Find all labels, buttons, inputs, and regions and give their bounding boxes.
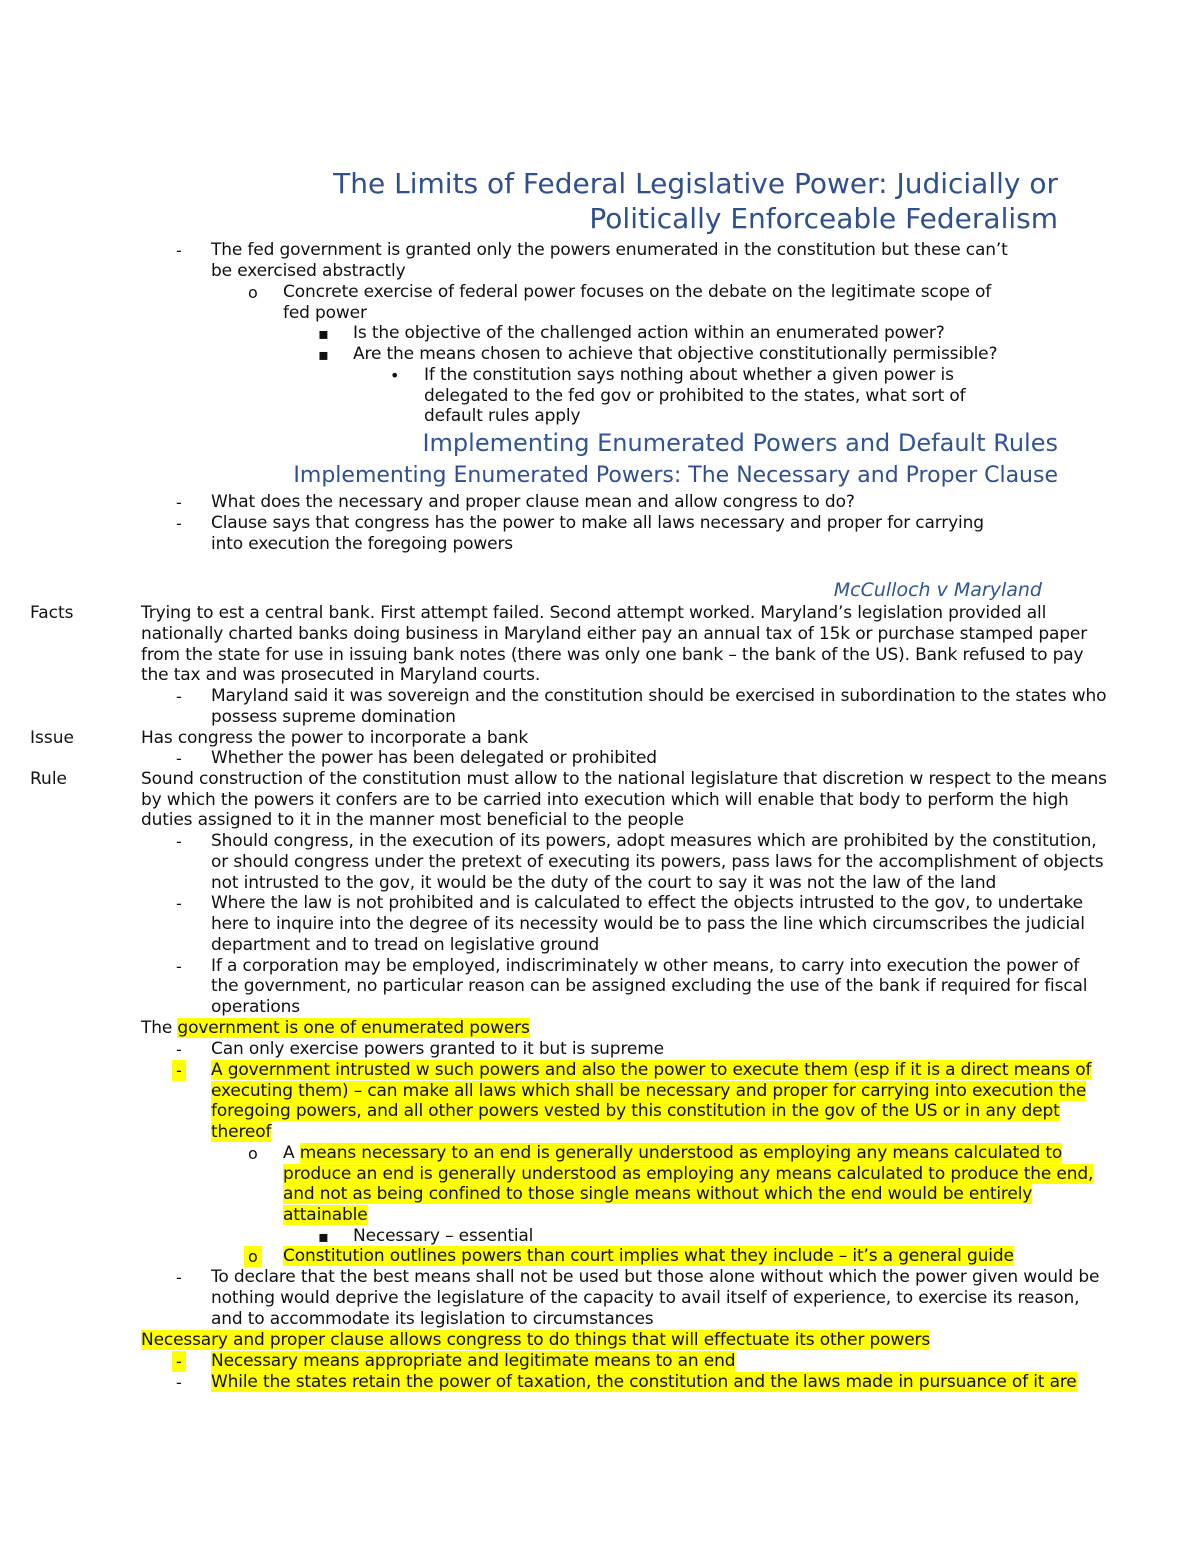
highlighted-text: foregoing powers, and all other powers vested by this constitution in the gov of the US or in any dept bbox=[211, 1101, 1060, 1121]
np2-line bbox=[141, 1330, 930, 1351]
rule-bullet-line: If a corporation may be employed, indiscriminately w other means, to carry into execution the power of bbox=[211, 956, 1080, 976]
dash-bullet: - bbox=[176, 687, 182, 706]
text-prefix: A bbox=[283, 1143, 300, 1163]
intro-sub-line: Concrete exercise of federal power focuses on the debate on the legitimate scope of bbox=[283, 282, 992, 302]
dot-bullet: • bbox=[390, 366, 400, 385]
np2-bullet-line bbox=[211, 1351, 735, 1372]
gov-sub-line bbox=[283, 1143, 1062, 1164]
dash-bullet: - bbox=[176, 832, 182, 851]
rule-bullet-line: not intrusted to the gov, it would be the duty of the court to say it was not the law of the land bbox=[211, 873, 997, 893]
np2-bullet-line bbox=[211, 1372, 1077, 1393]
circle-bullet-highlighted: o bbox=[244, 1246, 262, 1267]
highlighted-text: and not as being confined to those single means without which the end would be entirely bbox=[283, 1184, 1033, 1204]
gov-bullet-line bbox=[211, 1081, 1086, 1102]
facts-line: from the state for use in issuing bank notes (there was only one bank – the bank of the US). Bank refused to pay bbox=[141, 645, 1084, 665]
rule-line: duties assigned to it in the manner most beneficial to the people bbox=[141, 810, 684, 830]
gov-sub-line bbox=[283, 1246, 1014, 1267]
highlighted-text: produce an end is generally understood as employing any means calculated to produce the end, bbox=[283, 1164, 1094, 1184]
rule-bullet-line: department and to tread on legislative ground bbox=[211, 935, 600, 955]
dash-bullet: - bbox=[176, 749, 182, 768]
highlighted-text: government is one of enumerated powers bbox=[177, 1018, 530, 1038]
highlighted-text: Necessary and proper clause allows congress to do things that will effectuate its other powers bbox=[141, 1330, 931, 1350]
dash-bullet: - bbox=[176, 241, 182, 260]
issue-line: Has congress the power to incorporate a bank bbox=[141, 728, 529, 748]
intro-sub-line: fed power bbox=[283, 303, 367, 323]
gov-prefix: The bbox=[141, 1018, 178, 1038]
highlighted-text: Constitution outlines powers than court implies what they include – it’s a general guide bbox=[283, 1246, 1014, 1266]
square-bullet: ▪ bbox=[318, 345, 329, 364]
gov-bullet-line bbox=[211, 1122, 271, 1143]
highlighted-text: means necessary to an end is generally understood as employing any means calculated to bbox=[299, 1143, 1063, 1163]
gov-bullet-line: To declare that the best means shall not be used but those alone without which the power given would be bbox=[211, 1267, 1100, 1287]
np-line: What does the necessary and proper clause mean and allow congress to do? bbox=[211, 492, 855, 512]
title-line-2: Politically Enforceable Federalism bbox=[589, 202, 1058, 235]
issue-bullet-line: Whether the power has been delegated or prohibited bbox=[211, 748, 657, 768]
highlighted-text: thereof bbox=[211, 1122, 272, 1142]
definition-line: Necessary – essential bbox=[353, 1226, 534, 1246]
question-line: Is the objective of the challenged action within an enumerated power? bbox=[353, 323, 945, 343]
gov-bullet-line: nothing would deprive the legislature of the capacity to avail itself of experience, to exercise its reason, bbox=[211, 1288, 1080, 1308]
dash-bullet: - bbox=[176, 1268, 182, 1287]
gov-bullet-line bbox=[211, 1101, 1060, 1122]
issue-label: Issue bbox=[30, 728, 74, 748]
case-title: McCulloch v Maryland bbox=[833, 579, 1042, 601]
gov-line bbox=[141, 1018, 530, 1039]
circle-bullet: o bbox=[248, 283, 258, 302]
rule-bullet-line: Where the law is not prohibited and is calculated to effect the objects intrusted to the gov, to undertake bbox=[211, 893, 1083, 913]
highlighted-text: While the states retain the power of taxation, the constitution and the laws made in pursuance of it are bbox=[211, 1372, 1077, 1392]
highlighted-text: attainable bbox=[283, 1205, 368, 1225]
dash-bullet: - bbox=[176, 493, 182, 512]
default-rule-line: If the constitution says nothing about whether a given power is bbox=[424, 365, 954, 385]
gov-bullet-line: and to accommodate its legislation to circumstances bbox=[211, 1309, 654, 1329]
dash-bullet-highlighted: - bbox=[172, 1351, 186, 1372]
highlighted-text: A government intrusted w such powers and also the power to execute them (esp if it is a direct means of bbox=[211, 1060, 1092, 1080]
rule-line: Sound construction of the constitution must allow to the national legislature that discretion w respect to the means bbox=[141, 769, 1107, 789]
circle-bullet: o bbox=[248, 1144, 258, 1163]
gov-sub-line bbox=[283, 1184, 1032, 1205]
facts-label: Facts bbox=[30, 603, 74, 623]
subsection-heading: Implementing Enumerated Powers: The Necessary and Proper Clause bbox=[293, 463, 1058, 488]
dash-bullet: - bbox=[176, 514, 182, 533]
gov-bullet-line bbox=[211, 1060, 1091, 1081]
facts-bullet-line: Maryland said it was sovereign and the constitution should be exercised in subordination to the states who bbox=[211, 686, 1107, 706]
rule-bullet-line: Should congress, in the execution of its powers, adopt measures which are prohibited by the constitution, bbox=[211, 831, 1097, 851]
rule-bullet-line: or should congress under the pretext of executing its powers, pass laws for the accomplishment of objects bbox=[211, 852, 1104, 872]
facts-line: the tax and was prosecuted in Maryland courts. bbox=[141, 665, 541, 685]
highlighted-text: Necessary means appropriate and legitimate means to an end bbox=[211, 1351, 736, 1371]
square-bullet: ▪ bbox=[318, 1227, 329, 1246]
intro-line: be exercised abstractly bbox=[211, 261, 406, 281]
gov-bullet-line: Can only exercise powers granted to it but is supreme bbox=[211, 1039, 664, 1059]
default-rule-line: default rules apply bbox=[424, 406, 581, 426]
rule-line: by which the powers it confers are to be carried into execution which will enable that body to perform the high bbox=[141, 790, 1069, 810]
rule-bullet-line: the government, no particular reason can be assigned excluding the use of the bank if required for fiscal bbox=[211, 976, 1088, 996]
intro-line: The fed government is granted only the powers enumerated in the constitution but these can’t bbox=[211, 240, 1008, 260]
rule-label: Rule bbox=[30, 769, 68, 789]
default-rule-line: delegated to the fed gov or prohibited to the states, what sort of bbox=[424, 386, 966, 406]
dash-bullet: - bbox=[176, 957, 182, 976]
section-heading: Implementing Enumerated Powers and Default Rules bbox=[422, 429, 1058, 457]
rule-bullet-line: here to inquire into the degree of its necessity would be to pass the line which circumscribes the judicial bbox=[211, 914, 1085, 934]
facts-line: nationally charted banks doing business in Maryland either pay an annual tax of 15k or purchase stamped paper bbox=[141, 624, 1088, 644]
facts-bullet-line: possess supreme domination bbox=[211, 707, 456, 727]
title-line-1: The Limits of Federal Legislative Power: Judicially or bbox=[333, 167, 1058, 200]
np-line: into execution the foregoing powers bbox=[211, 534, 514, 554]
gov-sub-line bbox=[283, 1164, 1093, 1185]
question-line: Are the means chosen to achieve that objective constitutionally permissible? bbox=[353, 344, 998, 364]
page-title bbox=[158, 166, 1058, 236]
gov-sub-line bbox=[283, 1205, 368, 1226]
rule-bullet-line: operations bbox=[211, 997, 300, 1017]
dash-bullet: - bbox=[176, 1373, 182, 1392]
dash-bullet-highlighted: - bbox=[172, 1060, 186, 1081]
np-line: Clause says that congress has the power to make all laws necessary and proper for carrying bbox=[211, 513, 984, 533]
dash-bullet: - bbox=[176, 1040, 182, 1059]
dash-bullet: - bbox=[176, 894, 182, 913]
square-bullet: ▪ bbox=[318, 324, 329, 343]
highlighted-text: executing them) – can make all laws which shall be necessary and proper for carrying into execution the bbox=[211, 1081, 1087, 1101]
facts-line: Trying to est a central bank. First attempt failed. Second attempt worked. Maryland’s legislation provided all bbox=[141, 603, 1047, 623]
